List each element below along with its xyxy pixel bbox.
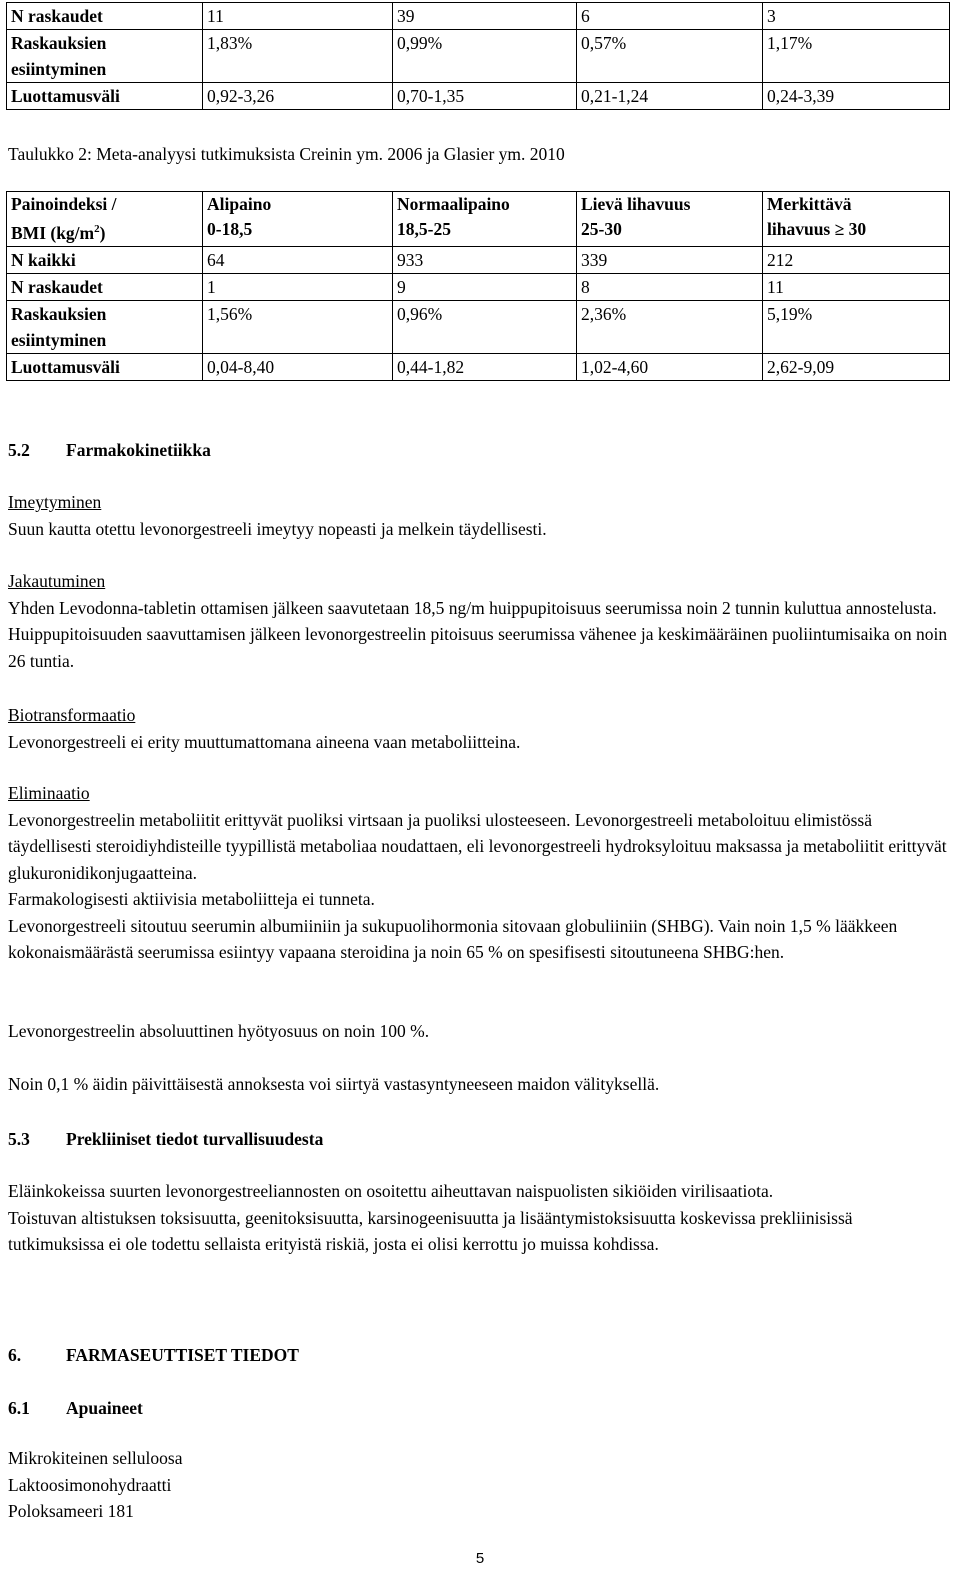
list-item: Poloksameeri 181 — [8, 1501, 134, 1521]
row-label: Raskauksien esiintyminen — [7, 300, 203, 353]
table-cell: 0,04-8,40 — [203, 353, 393, 380]
subheading-biotransformaatio: Biotransformaatio — [8, 705, 136, 725]
table-cell: 0,96% — [393, 300, 577, 353]
table-header-row — [7, 192, 950, 247]
table-row — [7, 30, 950, 83]
table-row — [7, 300, 950, 353]
paragraph: Suun kautta otettu levonorgestreeli imeytyy nopeasti ja melkein täydellisesti. — [8, 518, 547, 539]
section-heading-6-1: 6.1 Apuaineet — [8, 1398, 143, 1418]
list-item: Mikrokiteinen selluloosa — [8, 1448, 183, 1468]
section-heading-5-3: 5.3 Prekliiniset tiedot turvallisuudesta — [8, 1129, 324, 1149]
eliminaatio-block — [8, 780, 948, 966]
table-cell: 2,36% — [577, 300, 763, 353]
prekliiniset-block — [8, 1178, 948, 1258]
imeytyminen-block — [8, 489, 948, 542]
paragraph: Eläinkokeissa suurten levonorgestreeliannosten on osoitettu aiheuttavan naispuolisten sikiöiden virilisaatiota. — [8, 1181, 774, 1201]
header-bmi — [7, 192, 203, 247]
table-cell: 6 — [577, 3, 763, 30]
row-label: N raskaudet — [7, 3, 203, 30]
header-merkittava-lihavuus: Merkittävä lihavuus ≥ 30 — [763, 192, 950, 247]
paragraph: Levonorgestreeli ei erity muuttumattomana aineena vaan metaboliitteina. — [8, 731, 521, 752]
table-cell: 8 — [577, 273, 763, 300]
header-line: BMI $(kg/m^2)$ — [11, 222, 106, 243]
header-alipaino: Alipaino 0-18,5 — [203, 192, 393, 247]
table-cell: 339 — [577, 246, 763, 273]
table-cell: 0,99% — [393, 30, 577, 83]
table-cell: 3 — [763, 3, 950, 30]
section-heading-5-2: 5.2 Farmakokinetiikka — [8, 440, 211, 460]
table-cell: 1,83% — [203, 30, 393, 83]
row-label: Luottamusväli — [7, 353, 203, 380]
table-cell: 0,24-3,39 — [763, 83, 950, 110]
table-cell: 0,44-1,82 — [393, 353, 577, 380]
table-cell: 212 — [763, 246, 950, 273]
table-cell: 1,56% — [203, 300, 393, 353]
table-caption: Taulukko 2: Meta-analyysi tutkimuksista Creinin ym. 2006 ja Glasier ym. 2010 — [8, 144, 565, 164]
table-cell: 1,17% — [763, 30, 950, 83]
paragraph: Levonorgestreelin metaboliitit erittyvät puoliksi virtsaan ja puoliksi ulosteeseen. Levonorgestreeli metaboloituu elimistössä täydellisesti steroidiyhdisteille tyypillistä metaboliaa noudattaen, eli levonorgestreeli hydroksyloituu maksassa ja metaboliitit erittyvät glukuronidikonjugaatteina. — [8, 809, 947, 883]
header-line: Painoindeksi / — [11, 194, 117, 214]
apuaineet-list — [8, 1445, 948, 1525]
results-table-1 — [6, 2, 950, 110]
paragraph: Noin 0,1 % äidin päivittäisestä annoksesta voi siirtyä vastasyntyneeseen maidon välityksellä. — [8, 1074, 660, 1094]
jakautuminen-block — [8, 568, 948, 674]
table-cell: 5,19% — [763, 300, 950, 353]
table-row — [7, 3, 950, 30]
subheading-imeytyminen: Imeytyminen — [8, 492, 102, 512]
header-lieva-lihavuus: Lievä lihavuus 25-30 — [577, 192, 763, 247]
page-number: 5 — [475, 1550, 485, 1567]
table-cell: 0,21-1,24 — [577, 83, 763, 110]
paragraph: Levonorgestreeli sitoutuu seerumin albumiiniin ja sukupuolihormonia sitovaan globuliiniin (SHBG). Vain noin 1,5 % lääkkeen kokonaismäärästä seerumissa esiintyy vapaana steroidina ja noin 65 % on spesifisesti sitoutuneena SHBG:hen. — [8, 915, 898, 962]
row-label: Raskauksien esiintyminen — [7, 30, 203, 83]
table-cell: 39 — [393, 3, 577, 30]
table-row — [7, 353, 950, 380]
row-label: Luottamusväli — [7, 83, 203, 110]
table-cell: 11 — [203, 3, 393, 30]
table-cell: 9 — [393, 273, 577, 300]
table-cell: 1,02-4,60 — [577, 353, 763, 380]
row-label: N kaikki — [7, 246, 203, 273]
paragraph: Levonorgestreelin absoluuttinen hyötyosuus on noin 100 %. — [8, 1021, 430, 1041]
table-row — [7, 273, 950, 300]
table-cell: 0,92-3,26 — [203, 83, 393, 110]
table-cell: 11 — [763, 273, 950, 300]
biotransformaatio-block — [8, 702, 948, 755]
table-cell: 933 — [393, 246, 577, 273]
paragraph: Toistuvan altistuksen toksisuutta, geenitoksisuutta, karsinogeenisuutta ja lisääntymistoksisuutta koskevissa prekliinisissä tutkimuksissa ei ole todettu sellaista erityistä riskiä, josta ei olisi kerrottu jo muissa kohdissa. — [8, 1207, 853, 1254]
table-cell: 2,62-9,09 — [763, 353, 950, 380]
subheading-eliminaatio: Eliminaatio — [8, 783, 90, 803]
table-cell: 0,57% — [577, 30, 763, 83]
row-label: N raskaudet — [7, 273, 203, 300]
table-cell: 1 — [203, 273, 393, 300]
table-row — [7, 83, 950, 110]
section-heading-6: 6. FARMASEUTTISET TIEDOT — [8, 1345, 299, 1365]
paragraph: Farmakologisesti aktiivisia metaboliitteja ei tunneta. — [8, 889, 375, 909]
results-table-2 — [6, 191, 950, 381]
table-row — [7, 246, 950, 273]
table-cell: 64 — [203, 246, 393, 273]
subheading-jakautuminen: Jakautuminen — [8, 571, 106, 591]
table-cell: 0,70-1,35 — [393, 83, 577, 110]
header-normaalipaino: Normaalipaino 18,5-25 — [393, 192, 577, 247]
paragraph: Yhden Levodonna-tabletin ottamisen jälkeen saavutetaan 18,5 ng/m huippupitoisuus seerumissa noin 2 tunnin kuluttua annostelusta. Huippupitoisuuden saavuttamisen jälkeen levonorgestreelin pitoisuus seerumissa vähenee ja keskimääräinen puoliintumisaika on noin 26 tuntia. — [8, 597, 948, 671]
list-item: Laktoosimonohydraatti — [8, 1474, 172, 1495]
